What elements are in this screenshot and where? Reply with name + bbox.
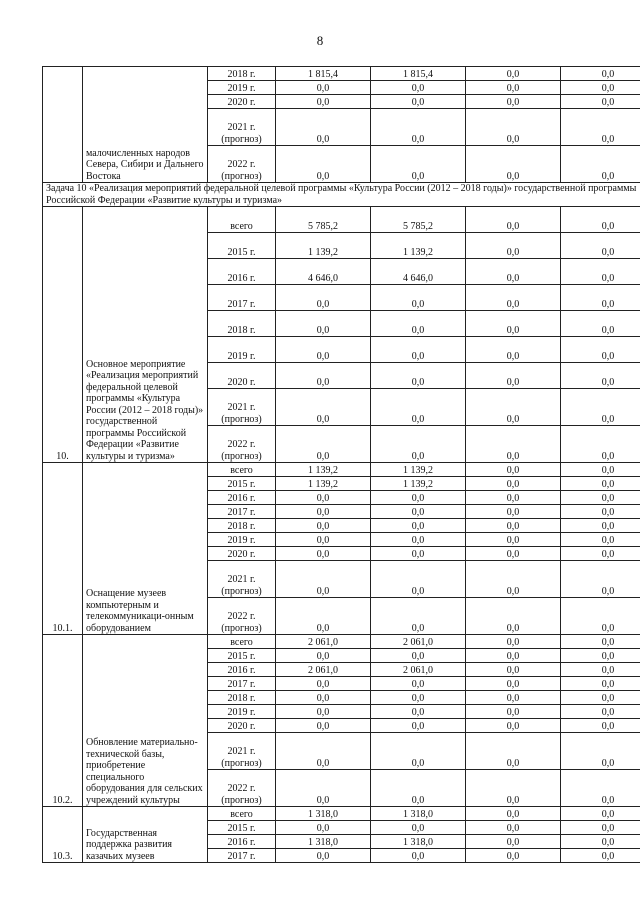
year-cell: 2016 г. xyxy=(208,259,276,285)
value-cell: 0,0 xyxy=(466,463,561,477)
value-cell: 4 646,0 xyxy=(276,259,371,285)
value-cell: 0,0 xyxy=(561,207,640,233)
value-cell: 1 139,2 xyxy=(276,233,371,259)
value-cell: 0,0 xyxy=(466,259,561,285)
value-cell: 0,0 xyxy=(466,285,561,311)
value-cell: 0,0 xyxy=(466,835,561,849)
value-cell: 0,0 xyxy=(561,598,640,635)
table-row xyxy=(43,635,640,649)
value-cell: 1 318,0 xyxy=(371,835,466,849)
value-cell: 0,0 xyxy=(371,363,466,389)
value-cell: 0,0 xyxy=(276,491,371,505)
year-cell: 2018 г. xyxy=(208,519,276,533)
value-cell: 0,0 xyxy=(466,477,561,491)
year-cell: 2018 г. xyxy=(208,67,276,81)
row-description: Обновление материально-технической базы, приобретение специального оборудования для сельских учреждений культуры xyxy=(83,635,208,807)
value-cell: 0,0 xyxy=(371,821,466,835)
value-cell: 0,0 xyxy=(561,146,640,183)
value-cell: 0,0 xyxy=(561,663,640,677)
value-cell: 0,0 xyxy=(561,561,640,598)
value-cell: 0,0 xyxy=(371,491,466,505)
year-cell: 2021 г. (прогноз) xyxy=(208,109,276,146)
value-cell: 1 815,4 xyxy=(276,67,371,81)
value-cell: 0,0 xyxy=(561,533,640,547)
value-cell: 0,0 xyxy=(371,533,466,547)
value-cell: 1 318,0 xyxy=(276,807,371,821)
value-cell: 0,0 xyxy=(371,519,466,533)
value-cell: 5 785,2 xyxy=(276,207,371,233)
value-cell: 1 139,2 xyxy=(371,463,466,477)
value-cell: 0,0 xyxy=(371,733,466,770)
year-cell: 2015 г. xyxy=(208,649,276,663)
value-cell: 0,0 xyxy=(371,547,466,561)
value-cell: 0,0 xyxy=(371,770,466,807)
value-cell: 0,0 xyxy=(276,109,371,146)
row-number: 10.2. xyxy=(43,635,83,807)
value-cell: 0,0 xyxy=(466,337,561,363)
year-cell: 2016 г. xyxy=(208,835,276,849)
year-cell: 2020 г. xyxy=(208,95,276,109)
value-cell: 0,0 xyxy=(561,463,640,477)
year-cell: 2015 г. xyxy=(208,477,276,491)
value-cell: 0,0 xyxy=(276,311,371,337)
value-cell: 0,0 xyxy=(561,311,640,337)
value-cell: 0,0 xyxy=(371,337,466,363)
year-cell: 2018 г. xyxy=(208,311,276,337)
year-cell: 2015 г. xyxy=(208,233,276,259)
value-cell: 0,0 xyxy=(276,677,371,691)
value-cell: 0,0 xyxy=(466,677,561,691)
table-body xyxy=(43,67,640,863)
value-cell: 1 139,2 xyxy=(371,477,466,491)
value-cell: 0,0 xyxy=(561,677,640,691)
value-cell: 4 646,0 xyxy=(371,259,466,285)
year-cell: 2022 г. (прогноз) xyxy=(208,146,276,183)
year-cell: 2016 г. xyxy=(208,491,276,505)
row-number: 10. xyxy=(43,207,83,463)
value-cell: 0,0 xyxy=(371,849,466,863)
value-cell: 0,0 xyxy=(561,705,640,719)
value-cell: 0,0 xyxy=(561,95,640,109)
value-cell: 2 061,0 xyxy=(276,663,371,677)
value-cell: 0,0 xyxy=(561,649,640,663)
value-cell: 0,0 xyxy=(561,426,640,463)
value-cell: 1 139,2 xyxy=(371,233,466,259)
table-row xyxy=(43,463,640,477)
year-cell: всего xyxy=(208,635,276,649)
value-cell: 0,0 xyxy=(276,285,371,311)
value-cell: 2 061,0 xyxy=(276,635,371,649)
year-cell: 2020 г. xyxy=(208,363,276,389)
value-cell: 1 139,2 xyxy=(276,477,371,491)
value-cell: 0,0 xyxy=(466,533,561,547)
value-cell: 0,0 xyxy=(276,533,371,547)
value-cell: 0,0 xyxy=(276,81,371,95)
value-cell: 0,0 xyxy=(371,719,466,733)
value-cell: 0,0 xyxy=(371,598,466,635)
budget-table xyxy=(42,66,640,863)
year-cell: 2021 г. (прогноз) xyxy=(208,733,276,770)
value-cell: 0,0 xyxy=(276,337,371,363)
year-cell: 2019 г. xyxy=(208,337,276,363)
year-cell: 2022 г. (прогноз) xyxy=(208,770,276,807)
value-cell: 0,0 xyxy=(466,561,561,598)
value-cell: 5 785,2 xyxy=(371,207,466,233)
value-cell: 0,0 xyxy=(466,426,561,463)
value-cell: 1 815,4 xyxy=(371,67,466,81)
row-description: Государственная поддержка развития казачьих музеев xyxy=(83,807,208,863)
year-cell: 2019 г. xyxy=(208,81,276,95)
value-cell: 0,0 xyxy=(466,733,561,770)
value-cell: 0,0 xyxy=(561,835,640,849)
value-cell: 0,0 xyxy=(466,81,561,95)
value-cell: 0,0 xyxy=(466,491,561,505)
table-row xyxy=(43,67,640,81)
year-cell: 2018 г. xyxy=(208,691,276,705)
value-cell: 0,0 xyxy=(276,363,371,389)
value-cell: 0,0 xyxy=(276,733,371,770)
row-description: Оснащение музеев компьютерным и телекоммуникаци-онным оборудованием xyxy=(83,463,208,635)
value-cell: 0,0 xyxy=(276,426,371,463)
value-cell: 0,0 xyxy=(276,561,371,598)
value-cell: 0,0 xyxy=(561,849,640,863)
value-cell: 0,0 xyxy=(561,547,640,561)
value-cell: 2 061,0 xyxy=(371,635,466,649)
year-cell: 2019 г. xyxy=(208,705,276,719)
value-cell: 0,0 xyxy=(561,821,640,835)
value-cell: 0,0 xyxy=(371,146,466,183)
value-cell: 0,0 xyxy=(466,146,561,183)
value-cell: 0,0 xyxy=(276,519,371,533)
value-cell: 0,0 xyxy=(466,233,561,259)
table-row xyxy=(43,807,640,821)
value-cell: 0,0 xyxy=(371,426,466,463)
year-cell: 2015 г. xyxy=(208,821,276,835)
row-description: Основное мероприятие «Реализация мероприятий федеральной целевой программы «Культура России (2012 – 2018 годы)» государственной программы Российской Федерации «Развитие культуры и туризма» xyxy=(83,207,208,463)
value-cell: 0,0 xyxy=(371,95,466,109)
value-cell: 0,0 xyxy=(466,770,561,807)
row-number: 10.3. xyxy=(43,807,83,863)
value-cell: 0,0 xyxy=(561,719,640,733)
value-cell: 0,0 xyxy=(371,311,466,337)
value-cell: 1 318,0 xyxy=(371,807,466,821)
value-cell: 0,0 xyxy=(466,95,561,109)
value-cell: 0,0 xyxy=(561,337,640,363)
value-cell: 0,0 xyxy=(466,311,561,337)
year-cell: 2020 г. xyxy=(208,719,276,733)
value-cell: 0,0 xyxy=(371,677,466,691)
value-cell: 0,0 xyxy=(466,705,561,719)
value-cell: 0,0 xyxy=(561,635,640,649)
year-cell: 2016 г. xyxy=(208,663,276,677)
value-cell: 0,0 xyxy=(466,691,561,705)
value-cell: 0,0 xyxy=(561,389,640,426)
value-cell: 0,0 xyxy=(466,849,561,863)
value-cell: 0,0 xyxy=(371,649,466,663)
value-cell: 1 139,2 xyxy=(276,463,371,477)
value-cell: 0,0 xyxy=(466,67,561,81)
value-cell: 0,0 xyxy=(276,505,371,519)
value-cell: 0,0 xyxy=(466,663,561,677)
value-cell: 0,0 xyxy=(276,821,371,835)
value-cell: 0,0 xyxy=(371,505,466,519)
value-cell: 0,0 xyxy=(276,691,371,705)
year-cell: 2020 г. xyxy=(208,547,276,561)
value-cell: 0,0 xyxy=(371,81,466,95)
value-cell: 0,0 xyxy=(561,770,640,807)
year-cell: 2021 г. (прогноз) xyxy=(208,389,276,426)
value-cell: 0,0 xyxy=(466,649,561,663)
value-cell: 0,0 xyxy=(561,81,640,95)
value-cell: 0,0 xyxy=(276,719,371,733)
year-cell: всего xyxy=(208,807,276,821)
year-cell: 2017 г. xyxy=(208,505,276,519)
value-cell: 0,0 xyxy=(561,109,640,146)
value-cell: 0,0 xyxy=(466,109,561,146)
row-number xyxy=(43,67,83,183)
value-cell: 0,0 xyxy=(466,719,561,733)
value-cell: 1 318,0 xyxy=(276,835,371,849)
value-cell: 0,0 xyxy=(371,691,466,705)
value-cell: 0,0 xyxy=(466,598,561,635)
value-cell: 0,0 xyxy=(561,233,640,259)
task-row xyxy=(43,183,640,207)
value-cell: 0,0 xyxy=(466,635,561,649)
row-description: малочисленных народов Севера, Сибири и Дальнего Востока xyxy=(83,67,208,183)
row-number: 10.1. xyxy=(43,463,83,635)
value-cell: 0,0 xyxy=(276,95,371,109)
table-row xyxy=(43,207,640,233)
value-cell: 0,0 xyxy=(371,389,466,426)
value-cell: 0,0 xyxy=(561,807,640,821)
value-cell: 0,0 xyxy=(276,146,371,183)
value-cell: 0,0 xyxy=(276,649,371,663)
year-cell: всего xyxy=(208,463,276,477)
value-cell: 0,0 xyxy=(466,519,561,533)
year-cell: 2022 г. (прогноз) xyxy=(208,598,276,635)
value-cell: 0,0 xyxy=(466,547,561,561)
year-cell: 2019 г. xyxy=(208,533,276,547)
value-cell: 0,0 xyxy=(561,285,640,311)
value-cell: 0,0 xyxy=(561,691,640,705)
value-cell: 0,0 xyxy=(276,705,371,719)
task-heading: Задача 10 «Реализация мероприятий федеральной целевой программы «Культура России (2012 – 2018 годы)» государственной программы Российской Федерации «Развитие культуры и туризма» xyxy=(43,183,640,207)
value-cell: 0,0 xyxy=(276,849,371,863)
value-cell: 0,0 xyxy=(466,363,561,389)
value-cell: 0,0 xyxy=(466,821,561,835)
value-cell: 0,0 xyxy=(466,807,561,821)
value-cell: 0,0 xyxy=(561,477,640,491)
value-cell: 0,0 xyxy=(561,519,640,533)
value-cell: 0,0 xyxy=(466,207,561,233)
year-cell: 2017 г. xyxy=(208,677,276,691)
value-cell: 0,0 xyxy=(371,109,466,146)
year-cell: 2017 г. xyxy=(208,849,276,863)
year-cell: 2021 г. (прогноз) xyxy=(208,561,276,598)
year-cell: всего xyxy=(208,207,276,233)
value-cell: 0,0 xyxy=(561,491,640,505)
value-cell: 0,0 xyxy=(371,285,466,311)
value-cell: 0,0 xyxy=(466,505,561,519)
value-cell: 0,0 xyxy=(371,561,466,598)
value-cell: 0,0 xyxy=(561,259,640,285)
value-cell: 0,0 xyxy=(276,547,371,561)
value-cell: 0,0 xyxy=(371,705,466,719)
year-cell: 2022 г. (прогноз) xyxy=(208,426,276,463)
value-cell: 0,0 xyxy=(276,389,371,426)
value-cell: 0,0 xyxy=(276,770,371,807)
value-cell: 0,0 xyxy=(561,505,640,519)
value-cell: 0,0 xyxy=(276,598,371,635)
value-cell: 0,0 xyxy=(466,389,561,426)
value-cell: 0,0 xyxy=(561,67,640,81)
value-cell: 0,0 xyxy=(561,363,640,389)
value-cell: 0,0 xyxy=(561,733,640,770)
value-cell: 2 061,0 xyxy=(371,663,466,677)
page-number: 8 xyxy=(316,33,324,48)
year-cell: 2017 г. xyxy=(208,285,276,311)
